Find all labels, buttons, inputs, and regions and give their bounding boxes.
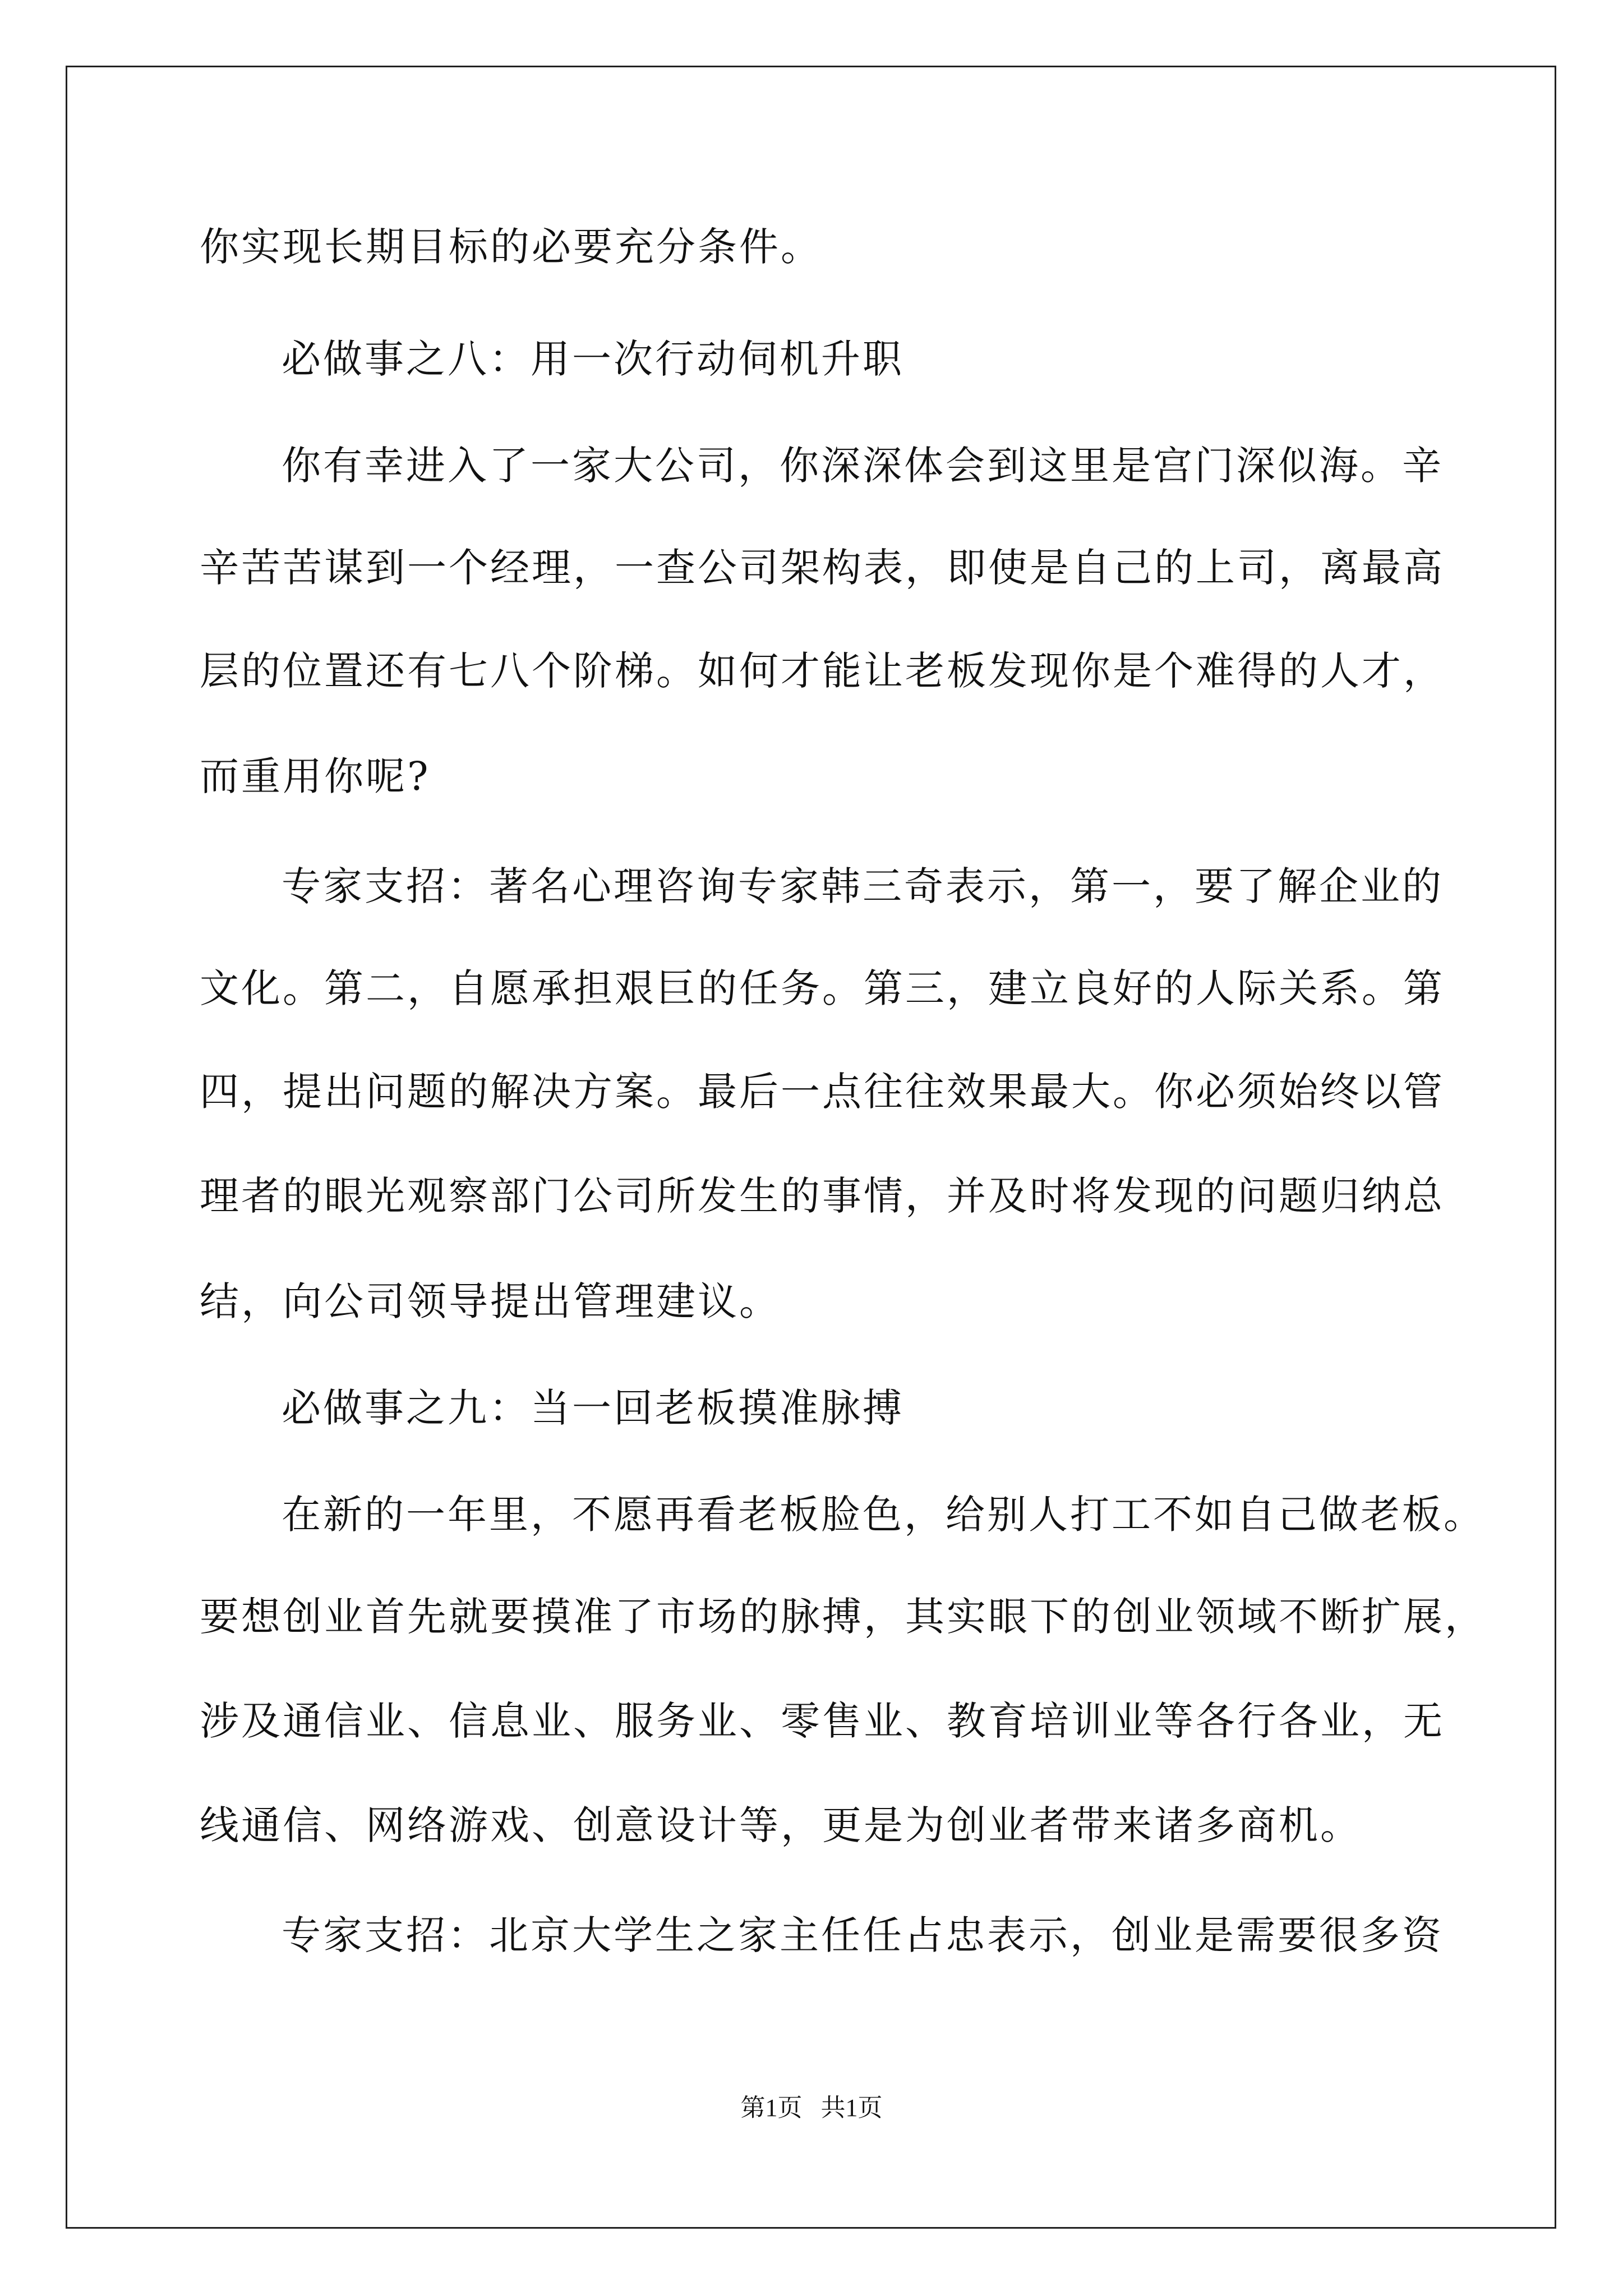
- body-text-line: 而重用你呢?: [200, 753, 431, 799]
- body-text-line: 专家支招：著名心理咨询专家韩三奇表示，第一，要了解企业的: [282, 863, 1444, 909]
- page-number-footer: 第1页 共1页: [740, 2094, 883, 2122]
- section-heading: 必做事之九：当一回老板摸准脉搏: [282, 1385, 904, 1431]
- body-text-line: 线通信、网络游戏、创意设计等，更是为创业者带来诸多商机。: [200, 1802, 1362, 1848]
- body-text-line: 要想创业首先就要摸准了市场的脉搏，其实眼下的创业领域不断扩展，: [200, 1594, 1486, 1640]
- body-text-line: 理者的眼光观察部门公司所发生的事情，并及时将发现的问题归纳总: [200, 1173, 1445, 1219]
- body-text-line: 四，提出问题的解决方案。最后一点往往效果最大。你必须始终以管: [200, 1069, 1445, 1115]
- body-text-line: 层的位置还有七八个阶梯。如何才能让老板发现你是个难得的人才，: [200, 648, 1445, 694]
- body-text-line: 辛苦苦谋到一个经理，一查公司架构表，即使是自己的上司，离最高: [200, 545, 1445, 591]
- body-text-line: 你实现长期目标的必要充分条件。: [200, 224, 822, 270]
- section-heading: 必做事之八：用一次行动伺机升职: [282, 336, 904, 382]
- body-text-line: 涉及通信业、信息业、服务业、零售业、教育培训业等各行各业，无: [200, 1698, 1445, 1744]
- body-text-line: 在新的一年里，不愿再看老板脸色，给别人打工不如自己做老板。: [282, 1492, 1485, 1538]
- body-text-line: 文化。第二，自愿承担艰巨的任务。第三，建立良好的人际关系。第: [200, 965, 1445, 1011]
- body-text-line: 你有幸进入了一家大公司，你深深体会到这里是宫门深似海。辛: [282, 443, 1444, 489]
- page-border: [66, 66, 1556, 2229]
- body-text-line: 结，向公司领导提出管理建议。: [200, 1278, 781, 1324]
- body-text-line: 专家支招：北京大学生之家主任任占忠表示，创业是需要很多资: [282, 1912, 1444, 1958]
